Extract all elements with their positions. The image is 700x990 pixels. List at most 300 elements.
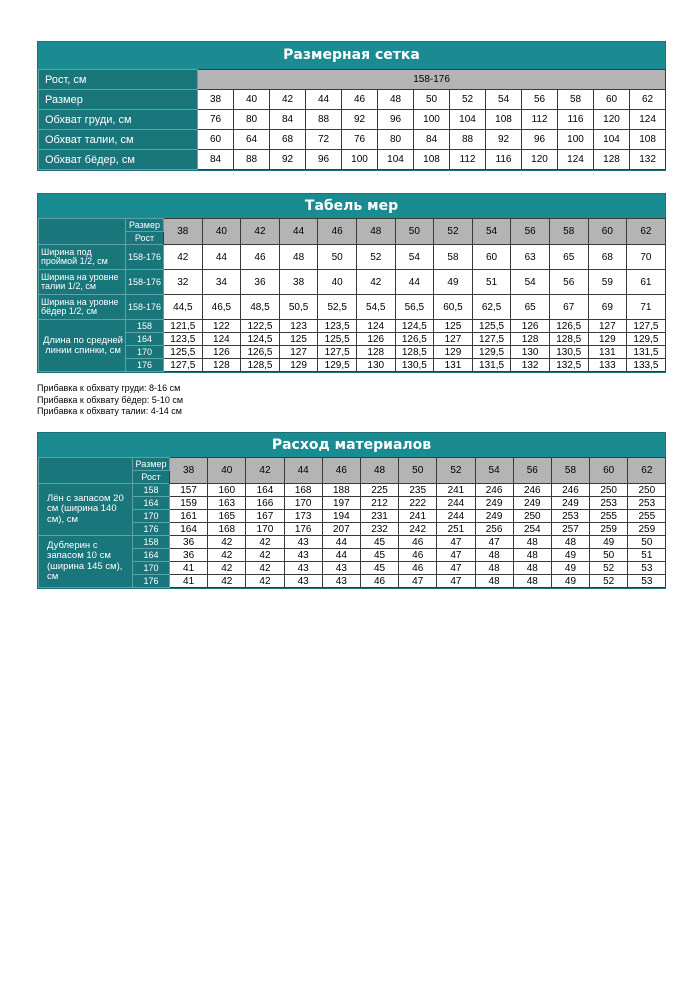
value-cell: 48 (475, 575, 513, 588)
value-cell: 128 (511, 333, 550, 346)
value-cell: 48 (513, 536, 551, 549)
value-cell: 63 (511, 245, 550, 270)
value-cell: 42 (208, 549, 246, 562)
row-height: 170 (133, 510, 170, 523)
row-height: 158 (133, 536, 170, 549)
value-cell: 127,5 (164, 359, 203, 372)
size-cell: 48 (360, 458, 398, 484)
value-cell: 246 (475, 484, 513, 497)
value-cell: 121,5 (164, 320, 203, 333)
value-cell: 88 (450, 130, 486, 150)
value-cell: 84 (414, 130, 450, 150)
value-cell: 129,5 (318, 359, 357, 372)
value-cell: 88 (306, 110, 342, 130)
value-cell: 76 (342, 130, 378, 150)
material-row (39, 549, 666, 562)
value-cell: 60 (198, 130, 234, 150)
value-cell: 44 (202, 245, 241, 270)
value-cell: 244 (437, 497, 475, 510)
value-cell: 45 (360, 562, 398, 575)
value-cell: 249 (475, 510, 513, 523)
value-cell: 126 (356, 333, 395, 346)
value-cell: 116 (558, 110, 594, 130)
value-cell: 129 (279, 359, 318, 372)
value-cell: 50 (318, 245, 357, 270)
value-cell: 249 (513, 497, 551, 510)
value-cell: 131,5 (472, 359, 511, 372)
value-cell: 244 (437, 510, 475, 523)
note-chest: Прибавка к обхвату груди: 8-16 см (37, 383, 181, 393)
value-cell: 44,5 (164, 295, 203, 320)
row-height: 164 (133, 497, 170, 510)
value-cell: 124,5 (241, 333, 280, 346)
value-cell: 124 (558, 150, 594, 170)
value-cell: 48 (513, 575, 551, 588)
value-cell: 48 (513, 549, 551, 562)
value-cell: 45 (360, 536, 398, 549)
value-cell: 48,5 (241, 295, 280, 320)
size-cell: 58 (551, 458, 589, 484)
size-cell: 48 (356, 219, 395, 245)
value-cell: 52,5 (318, 295, 357, 320)
value-cell: 251 (437, 523, 475, 536)
value-cell: 126,5 (549, 320, 588, 333)
value-cell: 84 (270, 110, 306, 130)
value-cell: 129 (434, 346, 473, 359)
material-label: Дублерин с запасом 10 см (ширина 145 см), см (39, 536, 133, 588)
value-cell: 132,5 (549, 359, 588, 372)
value-cell: 241 (437, 484, 475, 497)
value-cell: 80 (378, 130, 414, 150)
size-cell: 50 (399, 458, 437, 484)
value-cell: 250 (513, 510, 551, 523)
value-cell: 65 (511, 295, 550, 320)
value-cell: 43 (322, 562, 360, 575)
value-cell: 253 (590, 497, 628, 510)
value-cell: 176 (284, 523, 322, 536)
size-cell: 54 (486, 90, 522, 110)
value-cell: 255 (628, 510, 666, 523)
size-cell: 50 (414, 90, 450, 110)
row-height: 176 (133, 523, 170, 536)
value-cell: 128 (594, 150, 630, 170)
size-cell: 60 (588, 219, 627, 245)
value-cell: 157 (170, 484, 208, 497)
value-cell: 34 (202, 270, 241, 295)
value-cell: 50 (590, 549, 628, 562)
row-height: 158-176 (126, 270, 164, 295)
size-cell: 38 (164, 219, 203, 245)
value-cell: 84 (198, 150, 234, 170)
value-cell: 36 (241, 270, 280, 295)
value-cell: 42 (246, 562, 284, 575)
value-cell: 129 (588, 333, 627, 346)
value-cell: 167 (246, 510, 284, 523)
value-cell: 48 (279, 245, 318, 270)
value-cell: 131,5 (627, 346, 666, 359)
materials-table (38, 457, 666, 588)
row-height: 164 (133, 549, 170, 562)
value-cell: 46 (399, 536, 437, 549)
material-row (39, 484, 666, 497)
value-cell: 194 (322, 510, 360, 523)
value-cell: 212 (360, 497, 398, 510)
value-cell: 96 (306, 150, 342, 170)
value-cell: 46 (399, 562, 437, 575)
size-cell: 60 (594, 90, 630, 110)
value-cell: 40 (318, 270, 357, 295)
measure-row (39, 110, 666, 130)
value-cell: 60,5 (434, 295, 473, 320)
size-cell: 44 (284, 458, 322, 484)
value-cell: 47 (437, 536, 475, 549)
value-cell: 62,5 (472, 295, 511, 320)
value-cell: 68 (588, 245, 627, 270)
value-cell: 92 (270, 150, 306, 170)
value-cell: 42 (246, 536, 284, 549)
value-cell: 92 (342, 110, 378, 130)
value-cell: 48 (475, 562, 513, 575)
value-cell: 100 (342, 150, 378, 170)
value-cell: 60 (472, 245, 511, 270)
value-cell: 124,5 (395, 320, 434, 333)
row-height: 164 (126, 333, 164, 346)
value-cell: 42 (208, 536, 246, 549)
value-cell: 44 (395, 270, 434, 295)
value-cell: 257 (551, 523, 589, 536)
value-cell: 131 (434, 359, 473, 372)
size-cell: 60 (590, 458, 628, 484)
value-cell: 242 (399, 523, 437, 536)
value-cell: 64 (234, 130, 270, 150)
corner-cell (39, 458, 133, 484)
measure-row (39, 130, 666, 150)
value-cell: 44 (322, 536, 360, 549)
value-cell: 255 (590, 510, 628, 523)
measure-row (39, 245, 666, 270)
size-cell: 52 (437, 458, 475, 484)
value-cell: 50,5 (279, 295, 318, 320)
value-cell: 108 (486, 110, 522, 130)
value-cell: 126,5 (395, 333, 434, 346)
value-cell: 52 (590, 575, 628, 588)
value-cell: 56,5 (395, 295, 434, 320)
size-cell: 46 (318, 219, 357, 245)
value-cell: 54 (395, 245, 434, 270)
value-cell: 42 (208, 575, 246, 588)
height-range: 158-176 (198, 70, 666, 90)
value-cell: 52 (590, 562, 628, 575)
value-cell: 163 (208, 497, 246, 510)
value-cell: 129,5 (627, 333, 666, 346)
size-cell: 56 (522, 90, 558, 110)
size-cell: 42 (270, 90, 306, 110)
value-cell: 43 (284, 549, 322, 562)
value-cell: 47 (437, 575, 475, 588)
value-cell: 259 (590, 523, 628, 536)
size-label: Размер (133, 458, 170, 471)
value-cell: 168 (284, 484, 322, 497)
value-cell: 207 (322, 523, 360, 536)
value-cell: 231 (360, 510, 398, 523)
row-label: Обхват бёдер, см (39, 150, 198, 170)
value-cell: 128 (202, 359, 241, 372)
size-cell: 40 (208, 458, 246, 484)
size-cell: 48 (378, 90, 414, 110)
measure-table-title: Табель мер (38, 194, 665, 218)
size-cell: 62 (628, 458, 666, 484)
size-cell: 62 (627, 219, 666, 245)
value-cell: 47 (437, 549, 475, 562)
value-cell: 241 (399, 510, 437, 523)
value-cell: 132 (630, 150, 666, 170)
size-header-row (39, 219, 666, 232)
value-cell: 126,5 (241, 346, 280, 359)
value-cell: 126 (511, 320, 550, 333)
value-cell: 188 (322, 484, 360, 497)
size-grid-section (37, 41, 666, 171)
size-header-row (39, 458, 666, 471)
value-cell: 133 (588, 359, 627, 372)
value-cell: 50 (628, 536, 666, 549)
size-cell: 44 (306, 90, 342, 110)
value-cell: 96 (378, 110, 414, 130)
value-cell: 43 (284, 562, 322, 575)
value-cell: 48 (551, 536, 589, 549)
value-cell: 133,5 (627, 359, 666, 372)
value-cell: 129,5 (472, 346, 511, 359)
value-cell: 69 (588, 295, 627, 320)
size-cell: 54 (475, 458, 513, 484)
value-cell: 44 (322, 549, 360, 562)
size-label: Размер (39, 90, 198, 110)
value-cell: 46 (360, 575, 398, 588)
value-cell: 104 (450, 110, 486, 130)
value-cell: 166 (246, 497, 284, 510)
value-cell: 170 (246, 523, 284, 536)
value-cell: 128,5 (549, 333, 588, 346)
value-cell: 67 (549, 295, 588, 320)
value-cell: 42 (246, 549, 284, 562)
material-row (39, 536, 666, 549)
measure-row (39, 270, 666, 295)
value-cell: 49 (551, 562, 589, 575)
value-cell: 38 (279, 270, 318, 295)
value-cell: 41 (170, 562, 208, 575)
size-cell: 44 (279, 219, 318, 245)
allowance-notes (37, 383, 183, 418)
value-cell: 48 (475, 549, 513, 562)
value-cell: 253 (551, 510, 589, 523)
row-height: 170 (126, 346, 164, 359)
size-cell: 56 (511, 219, 550, 245)
value-cell: 125 (434, 320, 473, 333)
value-cell: 76 (198, 110, 234, 130)
value-cell: 249 (475, 497, 513, 510)
value-cell: 246 (513, 484, 551, 497)
measure-table (38, 218, 666, 372)
size-cell: 38 (170, 458, 208, 484)
value-cell: 53 (628, 562, 666, 575)
measure-table-section (37, 193, 666, 373)
size-cell: 42 (246, 458, 284, 484)
value-cell: 70 (627, 245, 666, 270)
value-cell: 132 (511, 359, 550, 372)
value-cell: 46 (399, 549, 437, 562)
row-height: 158-176 (126, 295, 164, 320)
back-length-row (39, 333, 666, 346)
value-cell: 254 (513, 523, 551, 536)
value-cell: 32 (164, 270, 203, 295)
size-grid-table (38, 69, 666, 170)
value-cell: 130 (511, 346, 550, 359)
material-row (39, 523, 666, 536)
value-cell: 108 (630, 130, 666, 150)
value-cell: 125,5 (318, 333, 357, 346)
value-cell: 225 (360, 484, 398, 497)
height-row (39, 70, 666, 90)
value-cell: 256 (475, 523, 513, 536)
value-cell: 131 (588, 346, 627, 359)
material-row (39, 510, 666, 523)
value-cell: 100 (558, 130, 594, 150)
value-cell: 104 (378, 150, 414, 170)
size-cell: 46 (342, 90, 378, 110)
value-cell: 36 (170, 549, 208, 562)
back-length-label: Длина по средней линии спинки, см (39, 320, 126, 372)
row-height: 158 (126, 320, 164, 333)
value-cell: 250 (628, 484, 666, 497)
value-cell: 197 (322, 497, 360, 510)
value-cell: 112 (522, 110, 558, 130)
value-cell: 58 (434, 245, 473, 270)
value-cell: 61 (627, 270, 666, 295)
value-cell: 127,5 (318, 346, 357, 359)
value-cell: 127,5 (472, 333, 511, 346)
value-cell: 160 (208, 484, 246, 497)
size-cell: 40 (202, 219, 241, 245)
corner-cell (39, 219, 126, 245)
value-cell: 43 (284, 536, 322, 549)
value-cell: 49 (434, 270, 473, 295)
value-cell: 165 (208, 510, 246, 523)
value-cell: 235 (399, 484, 437, 497)
value-cell: 127 (588, 320, 627, 333)
value-cell: 53 (628, 575, 666, 588)
value-cell: 41 (170, 575, 208, 588)
value-cell: 130 (356, 359, 395, 372)
value-cell: 48 (513, 562, 551, 575)
row-label: Обхват груди, см (39, 110, 198, 130)
value-cell: 222 (399, 497, 437, 510)
material-label: Лён с запасом 20 см (ширина 140 см), см (39, 484, 133, 536)
height-label: Рост (133, 471, 170, 484)
value-cell: 125,5 (472, 320, 511, 333)
value-cell: 47 (437, 562, 475, 575)
value-cell: 127,5 (627, 320, 666, 333)
value-cell: 159 (170, 497, 208, 510)
value-cell: 80 (234, 110, 270, 130)
value-cell: 120 (522, 150, 558, 170)
value-cell: 72 (306, 130, 342, 150)
value-cell: 104 (594, 130, 630, 150)
measure-row (39, 295, 666, 320)
value-cell: 46,5 (202, 295, 241, 320)
row-label: Ширина на уровне бёдер 1/2, см (39, 295, 126, 320)
back-length-row (39, 346, 666, 359)
row-height: 176 (126, 359, 164, 372)
value-cell: 249 (551, 497, 589, 510)
value-cell: 45 (360, 549, 398, 562)
size-cell: 40 (234, 90, 270, 110)
value-cell: 130,5 (395, 359, 434, 372)
value-cell: 112 (450, 150, 486, 170)
materials-title: Расход материалов (38, 433, 665, 457)
back-length-row (39, 320, 666, 333)
value-cell: 123,5 (164, 333, 203, 346)
value-cell: 43 (322, 575, 360, 588)
value-cell: 108 (414, 150, 450, 170)
row-height: 176 (133, 575, 170, 588)
value-cell: 42 (246, 575, 284, 588)
row-label: Ширина на уровне талии 1/2, см (39, 270, 126, 295)
size-cell: 58 (549, 219, 588, 245)
size-cell: 42 (241, 219, 280, 245)
value-cell: 54 (511, 270, 550, 295)
material-row (39, 562, 666, 575)
value-cell: 116 (486, 150, 522, 170)
value-cell: 122,5 (241, 320, 280, 333)
material-row (39, 497, 666, 510)
value-cell: 49 (590, 536, 628, 549)
value-cell: 170 (284, 497, 322, 510)
value-cell: 253 (628, 497, 666, 510)
material-row (39, 575, 666, 588)
value-cell: 56 (549, 270, 588, 295)
value-cell: 47 (399, 575, 437, 588)
value-cell: 123 (279, 320, 318, 333)
value-cell: 46 (241, 245, 280, 270)
value-cell: 49 (551, 575, 589, 588)
size-cell: 58 (558, 90, 594, 110)
value-cell: 54,5 (356, 295, 395, 320)
value-cell: 128 (356, 346, 395, 359)
value-cell: 68 (270, 130, 306, 150)
value-cell: 65 (549, 245, 588, 270)
value-cell: 128,5 (241, 359, 280, 372)
value-cell: 120 (594, 110, 630, 130)
materials-section (37, 432, 666, 589)
value-cell: 124 (630, 110, 666, 130)
height-label: Рост, см (39, 70, 198, 90)
size-cell: 52 (450, 90, 486, 110)
value-cell: 125,5 (164, 346, 203, 359)
value-cell: 96 (522, 130, 558, 150)
size-cell: 52 (434, 219, 473, 245)
row-label: Ширина под проймой 1/2, см (39, 245, 126, 270)
height-label: Рост (126, 232, 164, 245)
value-cell: 59 (588, 270, 627, 295)
row-label: Обхват талии, см (39, 130, 198, 150)
value-cell: 122 (202, 320, 241, 333)
value-cell: 92 (486, 130, 522, 150)
value-cell: 164 (170, 523, 208, 536)
row-height: 158-176 (126, 245, 164, 270)
value-cell: 52 (356, 245, 395, 270)
value-cell: 126 (202, 346, 241, 359)
size-grid-title: Размерная сетка (38, 42, 665, 69)
value-cell: 42 (164, 245, 203, 270)
